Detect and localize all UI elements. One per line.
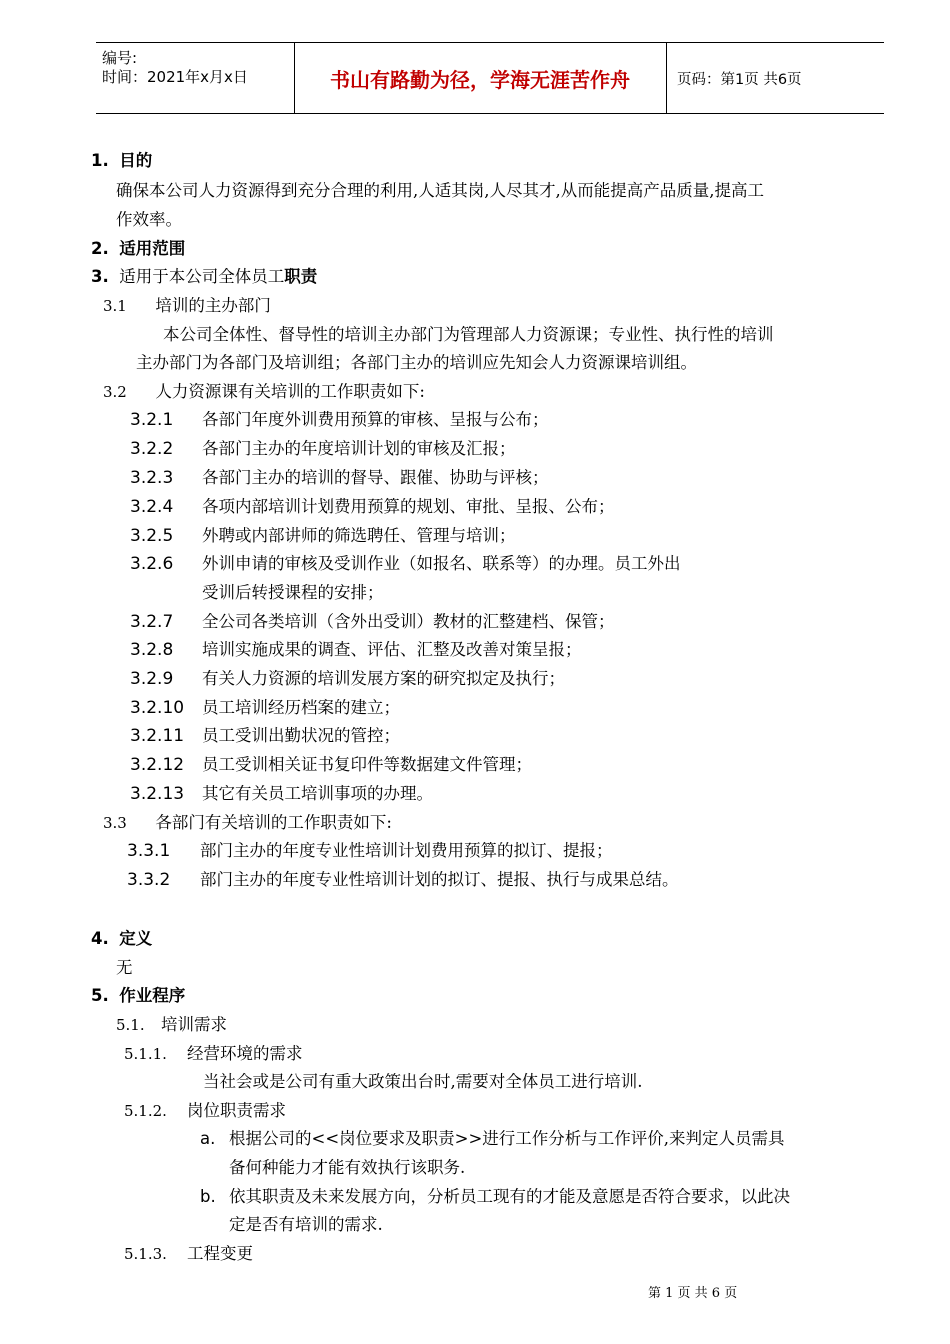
list-item	[130, 639, 582, 661]
list-item-continuation: 受训后转授课程的安排；	[202, 583, 384, 602]
header-page: 页码：第1页 共6页	[677, 71, 802, 88]
header-motto: 书山有路勤为径，学海无涯苦作舟	[330, 67, 630, 92]
list-item	[130, 525, 516, 547]
item-number: 3.2.11	[130, 726, 185, 746]
section-1-heading	[91, 150, 152, 172]
item-text: 部门主办的年度专业性培训计划的拟订、提报、执行与成果总结。	[200, 870, 679, 889]
header-meta	[96, 43, 294, 113]
item-text: 外聘或内部讲师的筛选聘任、管理与培训；	[202, 526, 516, 545]
section-1-text: 确保本公司人力资源得到充分合理的利用,人适其岗,人尽其才,从而能提高产品质量,提高工	[116, 181, 764, 200]
item-text: 各部门年度外训费用预算的审核、呈报与公布；	[202, 410, 549, 429]
section-5-heading	[91, 985, 185, 1007]
subsection-title: 工程变更	[187, 1244, 253, 1263]
item-text: 部门主办的年度专业性培训计划费用预算的拟订、提报；	[200, 841, 613, 860]
subsection-number: 3.2	[103, 383, 127, 401]
item-text: 根据公司的<<岗位要求及职责>>进行工作分析与工作评价,来判定人员需具	[229, 1129, 785, 1148]
item-text: 有关人力资源的培训发展方案的研究拟定及执行；	[202, 669, 565, 688]
subsection-title: 人力资源课有关培训的工作职责如下:	[155, 382, 425, 401]
list-item	[130, 668, 565, 690]
subsection-number: 5.1.2.	[124, 1102, 167, 1120]
subsection-number: 5.1.	[116, 1016, 145, 1034]
subsection-number: 3.3	[103, 814, 127, 832]
item-text: 各部门主办的年度培训计划的审核及汇报；	[202, 439, 516, 458]
item-number: 3.2.9	[130, 669, 174, 689]
list-item-b	[200, 1186, 790, 1208]
item-number: 3.2.8	[130, 640, 174, 660]
section-4-text: 无	[116, 958, 133, 977]
item-text: 培训实施成果的调查、评估、汇整及改善对策呈报；	[202, 640, 582, 659]
item-number: 3.2.4	[130, 497, 174, 517]
list-item	[130, 697, 400, 719]
section-number: 3.	[91, 267, 109, 286]
subsection-title: 培训的主办部门	[155, 296, 271, 315]
item-number: 3.3.1	[127, 841, 171, 861]
section-3-heading	[91, 266, 317, 288]
list-item	[130, 496, 615, 518]
subsection-5-1-3-heading	[124, 1243, 253, 1265]
item-text: 其它有关员工培训事项的办理。	[202, 784, 433, 803]
item-marker: b.	[200, 1187, 216, 1206]
item-text: 员工受训出勤状况的管控；	[202, 726, 400, 745]
section-title-prefix: 适用于本公司全体员工	[119, 267, 285, 286]
page-footer: 第 1 页 共 6 页	[648, 1286, 738, 1301]
item-number: 3.3.2	[127, 870, 171, 890]
list-item	[130, 783, 433, 805]
list-item	[130, 611, 615, 633]
section-title: 目的	[119, 151, 153, 170]
item-number: 3.2.7	[130, 612, 174, 632]
section-title: 适用范围	[119, 239, 186, 258]
item-number: 3.2.3	[130, 468, 174, 488]
item-text: 各部门主办的培训的督导、跟催、协助与评核；	[202, 468, 549, 487]
section-number: 4.	[91, 929, 109, 948]
list-item	[130, 553, 681, 575]
section-number: 5.	[91, 986, 109, 1005]
subsection-3-1-text: 主办部门为各部门及培训组；各部门主办的培训应先知会人力资源课培训组。	[136, 353, 697, 372]
subsection-number: 5.1.1.	[124, 1045, 167, 1063]
item-number: 3.2.12	[130, 755, 185, 775]
item-number: 3.2.10	[130, 698, 185, 718]
list-item-continuation: 定是否有培训的需求.	[229, 1215, 383, 1234]
list-item	[130, 409, 549, 431]
subsection-5-1-2-heading	[124, 1100, 286, 1122]
subsection-number: 3.1	[103, 297, 127, 315]
subsection-title: 岗位职责需求	[187, 1101, 286, 1120]
section-number: 1.	[91, 151, 109, 170]
item-text: 依其职责及未来发展方向，分析员工现有的才能及意愿是否符合要求，以此决	[229, 1187, 790, 1206]
item-marker: a.	[200, 1129, 216, 1148]
list-item-continuation: 备何种能力才能有效执行该职务.	[229, 1158, 466, 1177]
header-time: 时间：2021年x月x日	[102, 68, 248, 86]
subsection-title: 各部门有关培训的工作职责如下:	[155, 813, 392, 832]
section-4-heading	[91, 928, 152, 950]
subsection-number: 5.1.3.	[124, 1245, 167, 1263]
item-text: 全公司各类培训（含外出受训）教材的汇整建档、保管；	[202, 612, 615, 631]
item-text: 外训申请的审核及受训作业（如报名、联系等）的办理。员工外出	[202, 554, 681, 573]
item-number: 3.2.6	[130, 554, 174, 574]
section-title: 作业程序	[119, 986, 186, 1005]
subsection-3-2-heading	[103, 381, 425, 403]
section-title-bold: 职责	[284, 267, 318, 286]
subsection-5-1-heading	[116, 1014, 227, 1036]
item-text: 各项内部培训计划费用预算的规划、审批、呈报、公布；	[202, 497, 615, 516]
item-number: 3.2.5	[130, 526, 174, 546]
item-number: 3.2.1	[130, 410, 174, 430]
item-text: 员工受训相关证书复印件等数据建文件管理；	[202, 755, 532, 774]
item-number: 3.2.13	[130, 784, 185, 804]
subsection-3-3-heading	[103, 812, 392, 834]
header-motto-cell	[295, 43, 665, 113]
subsection-title: 培训需求	[161, 1015, 227, 1034]
list-item	[130, 754, 532, 776]
header-number: 编号:	[102, 49, 138, 67]
section-title: 定义	[119, 929, 153, 948]
subsection-3-1-heading	[103, 295, 271, 317]
document-header	[96, 42, 884, 114]
list-item	[130, 725, 400, 747]
list-item	[127, 840, 613, 862]
subsection-3-1-text: 本公司全体性、督导性的培训主办部门为管理部人力资源课；专业性、执行性的培训	[163, 325, 774, 344]
list-item	[130, 467, 549, 489]
item-text: 员工培训经历档案的建立；	[202, 698, 400, 717]
list-item	[127, 869, 679, 891]
item-number: 3.2.2	[130, 439, 174, 459]
section-2-heading	[91, 238, 185, 260]
subsection-title: 经营环境的需求	[187, 1044, 303, 1063]
subsection-5-1-1-text: 当社会或是公司有重大政策出台时,需要对全体员工进行培训.	[203, 1072, 643, 1091]
list-item-a	[200, 1128, 785, 1150]
section-1-text: 作效率。	[116, 210, 182, 229]
section-number: 2.	[91, 239, 109, 258]
list-item	[130, 438, 516, 460]
subsection-5-1-1-heading	[124, 1043, 303, 1065]
